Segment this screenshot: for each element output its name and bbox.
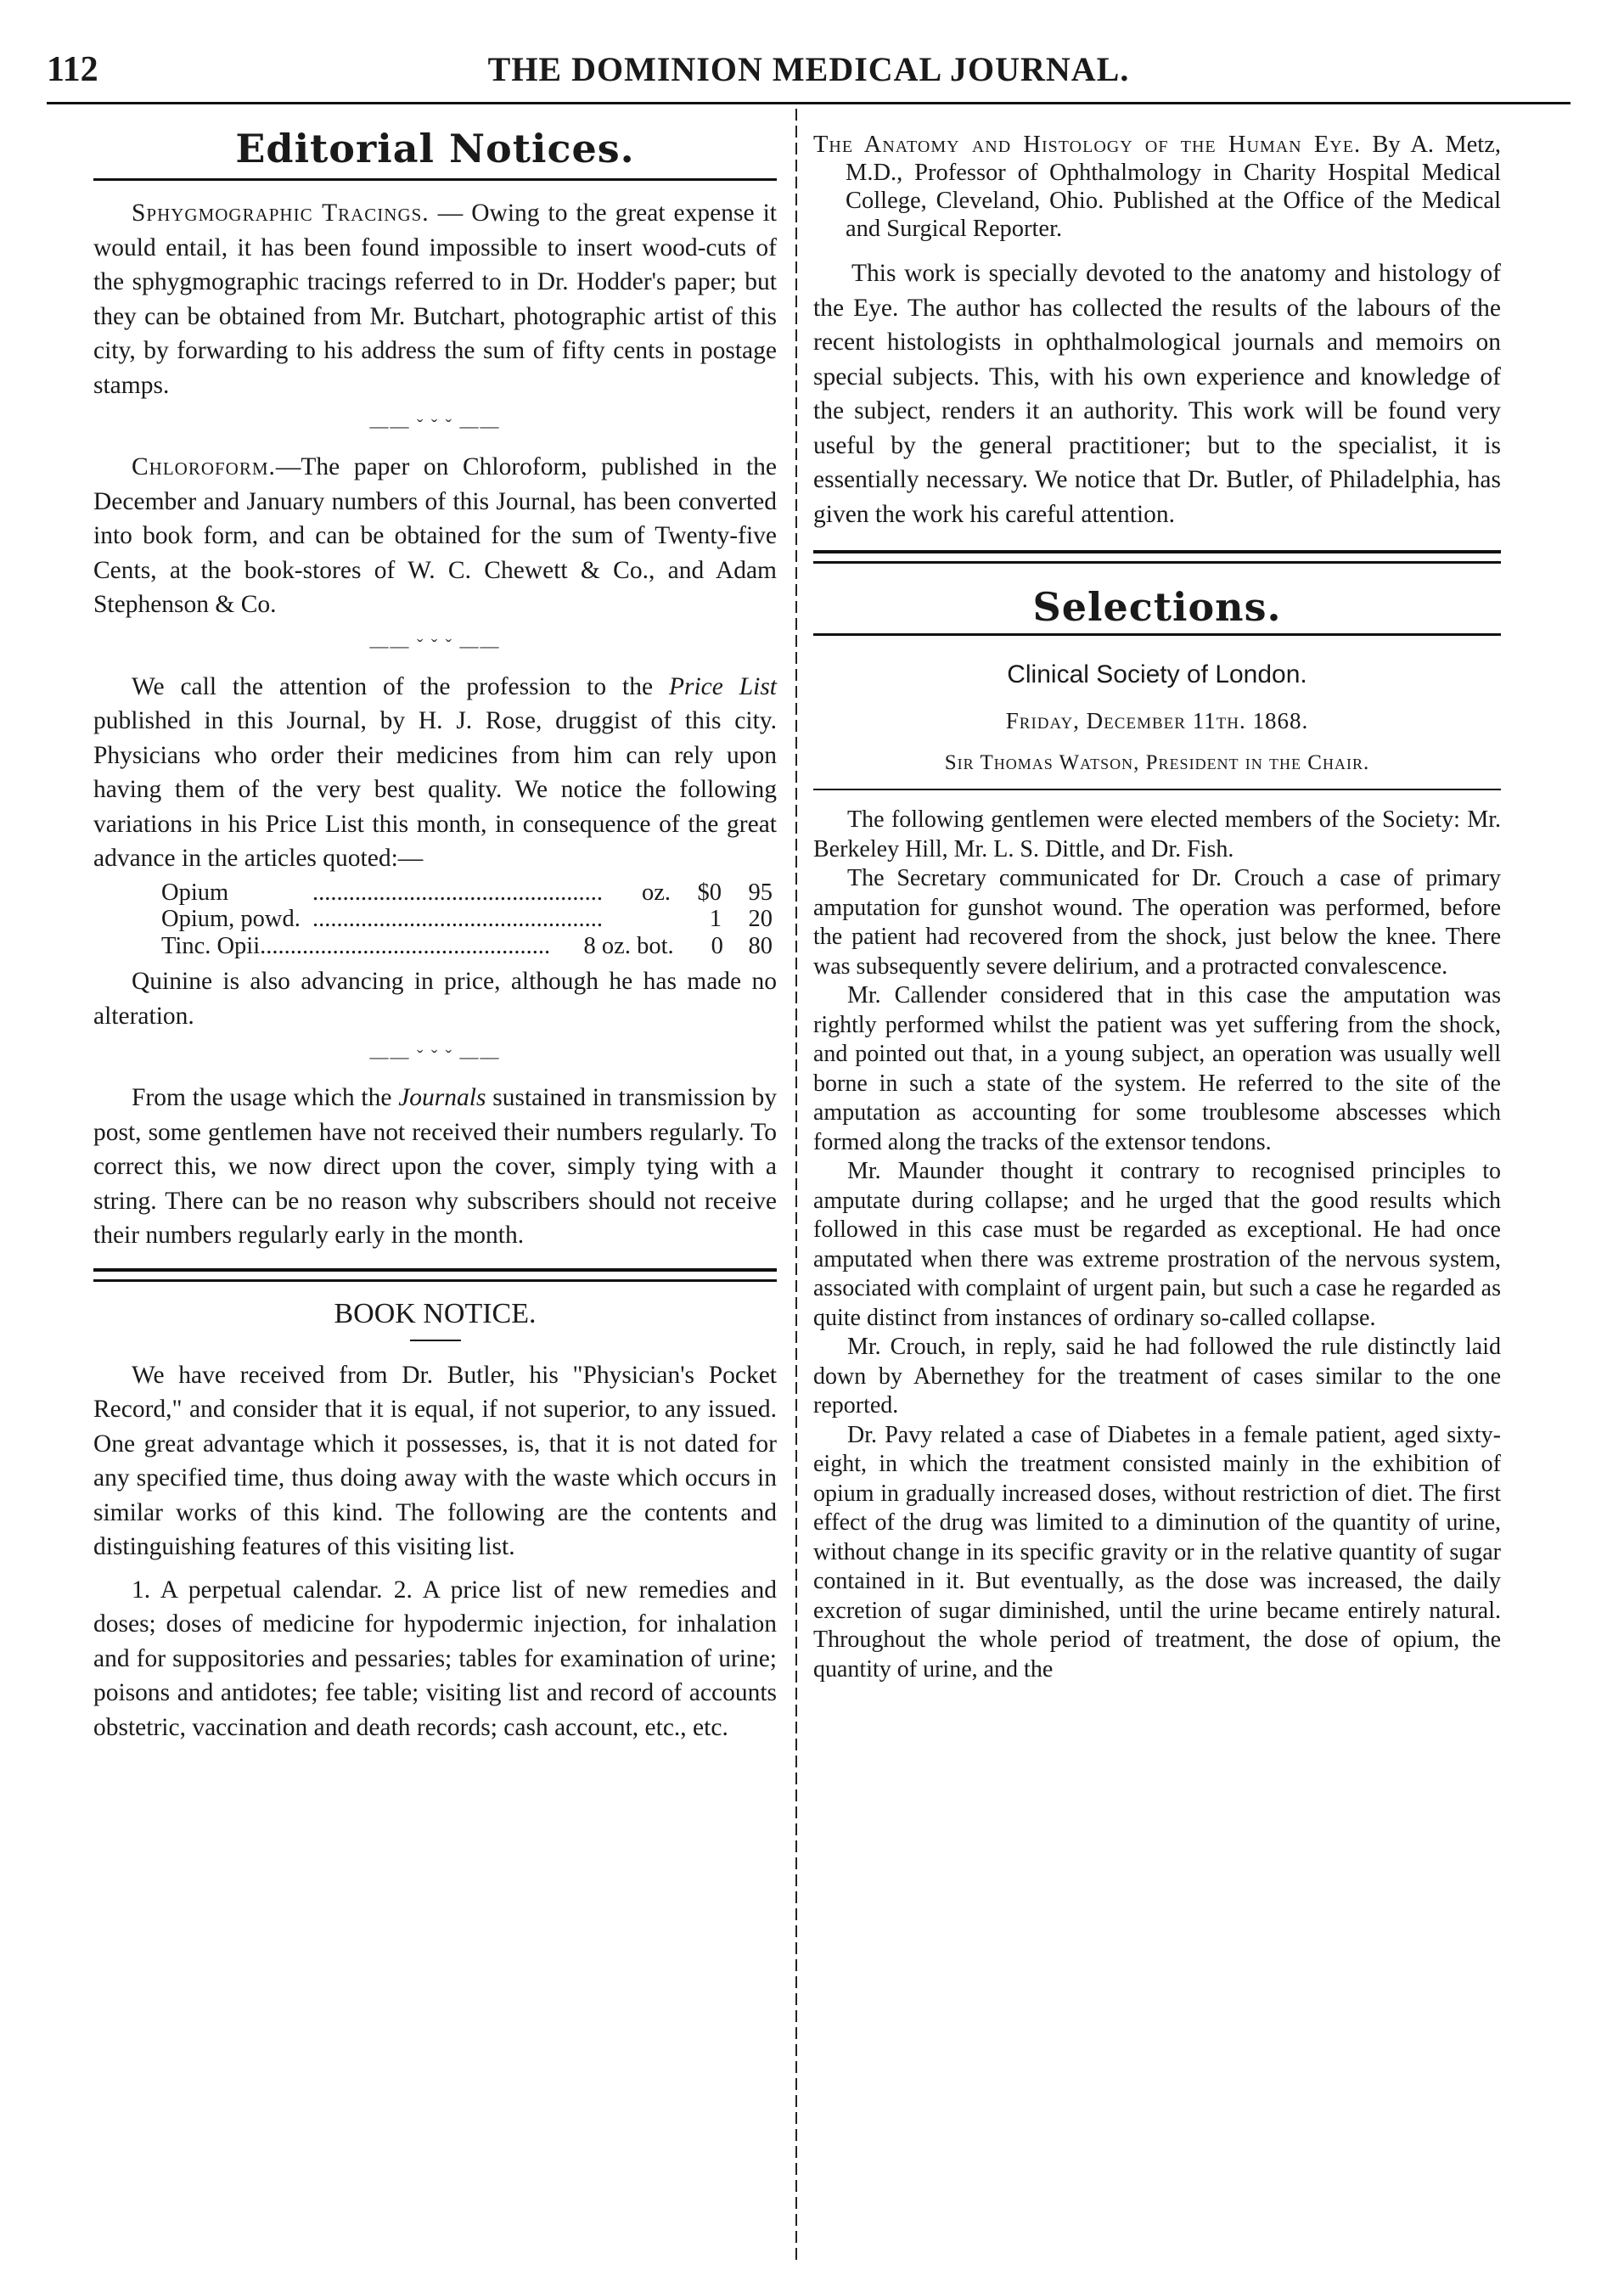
price-item-cents: 95 [748, 879, 773, 906]
usage-text: From the usage which the [132, 1084, 399, 1111]
ornament-divider: —— ˇ ˇ ˇ —— [369, 415, 501, 436]
sphygmo-notice [93, 196, 777, 402]
usage-text-rest: sustained in transmission by post, some gentlemen have not received their numbers regularly. To correct this, we now direct upon the cover, simply tying with a string. There can be no reason why subscribers should not receive their numbers regularly early in the month. [93, 1084, 777, 1249]
price-item-name: Opium, powd. [161, 906, 301, 932]
book-notice-rule [410, 1340, 461, 1341]
society-name: Clinical Society of London. [1007, 660, 1307, 688]
selection-paragraph: The following gentlemen were elected members of the Society: Mr. Berkeley Hill, Mr. L. S. Dittle, and Dr. Fish. [813, 806, 1501, 862]
sphygmo-text: — Owing to the great expense it would entail, it has been found impossible to insert wood-cuts of the sphygmographic tracings referred to in Dr. Hodder's paper; but they can be obtained from Mr. Butchart, photographic artist of this city, by forwarding to his address the sum of fifty cents in postage stamps. [93, 199, 777, 399]
sphygmo-lead: Sphygmographic Tracings. [132, 199, 430, 227]
usage-notice [93, 1081, 777, 1253]
section-double-rule [93, 1268, 777, 1282]
price-item-dollars: 1 [709, 906, 722, 932]
price-item-dollars: $0 [697, 879, 722, 906]
anatomy-byline: By A. Metz, M.D., Professor of Ophthalmology in Charity Hospital Medical College, Cleveland, Ohio. Published at the Office of the Medical and Surgical Reporter. [846, 132, 1502, 242]
running-header [47, 49, 1571, 100]
price-intro: We call the attention of the profession to the [132, 672, 669, 700]
book-notice-contents: 1. A perpetual calendar. 2. A price list of new remedies and doses; doses of medicine for hypodermic injection, for inhalation and for suppositories and pessaries; tables for examination of urine; poisons and antidotes; fee table; visiting list and record of accounts obstetric, vaccination and death records; cash account, etc., etc. [93, 1576, 777, 1741]
chloroform-notice [93, 450, 777, 622]
price-list [161, 879, 773, 960]
header-rule [47, 102, 1571, 104]
heading-rule [93, 178, 777, 181]
ornament-divider: —— ˇ ˇ ˇ —— [369, 1046, 501, 1067]
page-number: 112 [47, 50, 98, 89]
selection-paragraph: The Secretary communicated for Dr. Crouch a case of primary amputation for gunshot wound. The operation was performed, before the patient had recovered from the shock, just below the knee. There was subsequently severe delirium, and a protracted convalescence. [813, 865, 1501, 980]
chloroform-text: —The paper on Chloroform, published in the December and January numbers of this Journal, has been converted into book form, and can be obtained for the sum of Twenty-five Cents, at the book-stores of W. C. Chewett & Co., and Adam Stephenson & Co. [93, 453, 777, 618]
left-column [93, 119, 777, 1744]
ornament-divider: —— ˇ ˇ ˇ —— [369, 634, 501, 656]
book-notice-heading: BOOK NOTICE. [334, 1297, 537, 1329]
right-column [813, 119, 1501, 1684]
heading-rule [813, 633, 1501, 636]
chloroform-lead: Chloroform. [132, 453, 276, 480]
price-row: Opium ................................................ oz. $0 95 [161, 879, 773, 906]
usage-journals: Journals [398, 1084, 486, 1111]
section-double-rule [813, 550, 1501, 564]
selections-heading: Selections. [1032, 584, 1282, 630]
price-item-unit: oz. [641, 879, 671, 906]
selection-paragraph: Mr. Crouch, in reply, said he had followed the rule distinctly laid down by Abernethey for the treatment of cases similar to the one reported. [813, 1334, 1501, 1419]
anatomy-title: The Anatomy and Histology of the Human Eye. [813, 132, 1362, 158]
selection-paragraph: Dr. Pavy related a case of Diabetes in a female patient, aged sixty-eight, in which the treatment consisted mainly in the exhibition of opium in gradually increased doses, without restriction of diet. The first effect of the drug was limited to a diminution of the quantity of urine, without change in its specific gravity or in the relative quantity of sugar contained in it. But eventually, as the dose was increased, the daily excretion of sugar diminished, until the urine became entirely natural. Throughout the whole period of treatment, the dose of opium, the quantity of urine, and the [813, 1421, 1501, 1683]
column-divider [795, 109, 797, 2265]
anatomy-review-text: This work is specially devoted to the anatomy and histology of the Eye. The author has collected the results of the labours of the recent histologists in ophthalmological journals and memoirs on special subjects. This, with his own experience and knowledge of the subject, renders it an authority. This work will be found very useful by the general practitioner; but to the specialist, it is essentially necessary. We notice that Dr. Butler, of Philadelphia, has given the work his careful attention. [813, 260, 1501, 528]
price-intro-rest: published in this Journal, by H. J. Rose, druggist of this city. Physicians who order their medicines from him can rely upon having them of the very best quality. We notice the following variations in his Price List this month, in consequence of the great advance in the articles quoted:— [93, 707, 777, 872]
price-item-unit [603, 906, 671, 933]
chair-rule [813, 789, 1501, 790]
price-row: Opium, powd. ................................................ 1 20 [161, 906, 773, 932]
meeting-date: Friday, December 11th. 1868. [1005, 708, 1309, 733]
journal-title: THE DOMINION MEDICAL JOURNAL. [487, 50, 1130, 88]
editorial-heading: Editorial Notices. [235, 126, 635, 171]
selection-paragraph: Mr. Maunder thought it contrary to recognised principles to amputate during collapse; and he urged that the good results which followed in this case must be regarded as exceptional. He had once amputated when there was extreme prostration of the nervous system, associated with complaint of urgent pain, but such a case he regarded as quite distinct from instances of ordinary so-called collapse. [813, 1158, 1501, 1331]
price-list-title: Price List [668, 672, 777, 700]
price-item-cents: 80 [748, 932, 773, 959]
book-notice-para: We have received from Dr. Butler, his "Physician's Pocket Record," and consider that it is equal, if not superior, to any issued. One great advantage which it possesses, is, that it is not dated for any specified time, thus doing away with the waste which occurs in similar works of this kind. The following are the contents and distinguishing features of this visiting list. [93, 1361, 777, 1560]
quinine-notice: Quinine is also advancing in price, although he has made no alteration. [93, 968, 777, 1030]
meeting-chair: Sir Thomas Watson, President in the Chair. [944, 751, 1370, 774]
anatomy-citation [813, 131, 1501, 243]
price-item-dollars: 0 [711, 932, 723, 959]
price-item-name: Tinc. Opii [161, 932, 261, 959]
price-item-name: Opium [161, 879, 229, 906]
price-item-unit: 8 oz. bot. [583, 932, 674, 959]
selection-paragraph: Mr. Callender considered that in this case the amputation was rightly performed whilst the patient was yet suffering from the shock, and pointed out that, in a young subject, an operation was usually well borne in such a state of the system. He referred to the site of the amputation as accounting for some troublesome abscesses which formed along the tracks of the extensor tendons. [813, 982, 1501, 1155]
price-row: Tinc. Opii ................................................ 8 oz. bot. 0 80 [161, 932, 773, 959]
price-list-notice [93, 670, 777, 876]
price-item-cents: 20 [748, 906, 773, 932]
